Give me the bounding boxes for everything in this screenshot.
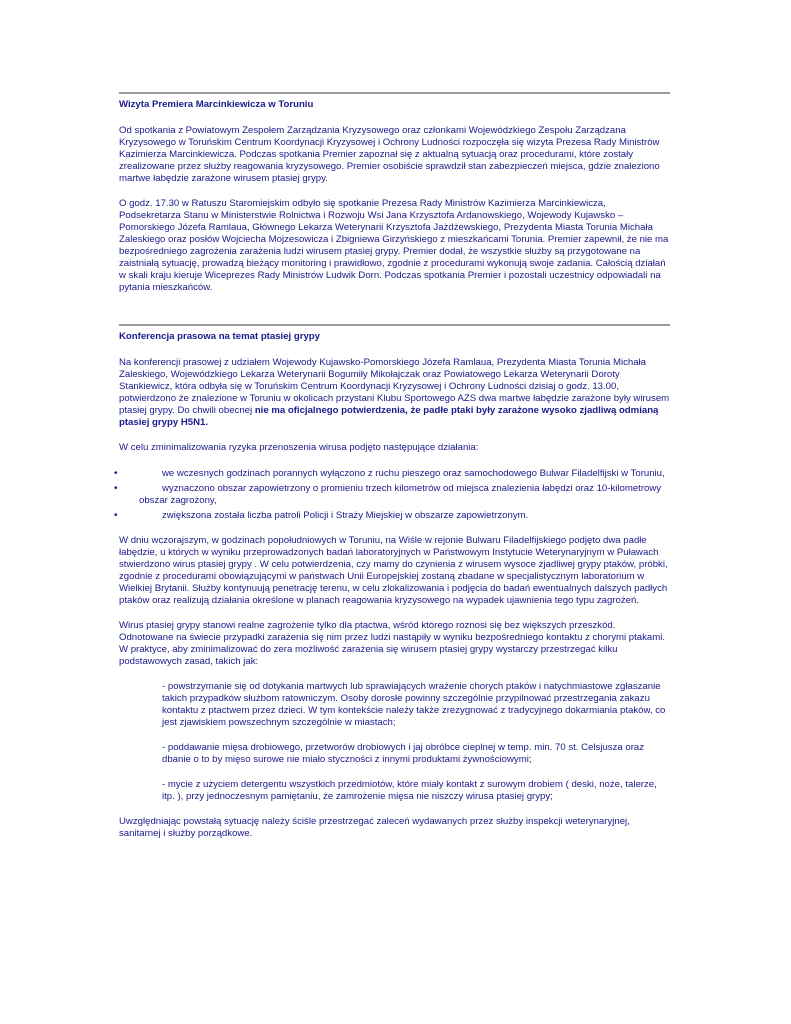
- paragraph: W dniu wczorajszym, w godzinach popołudniowych w Toruniu, na Wiśle w rejonie Bulwaru Filadelfijskiego podjęto dwa padłe łabędzie, u których w wyniku przeprowadzonych badań laboratoryjnych w Państwowym Instytucie Weterynaryjnym w Puławach stwierdzono wirus ptasiej grypy . W celu potwierdzenia, czy mamy do czynienia z wirusem wysoce zjadliwej grypy ptaków, próbki, zgodnie z procedurami obowiązującymi w państwach Unii Europejskiej zostaną zbadane w specjalistycznym laboratorium w Wielkiej Brytanii. Służby kontynuują penetrację terenu, w celu zlokalizowania i podjęcia do badań ewentualnych dalszych padłych ptaków oraz realizują działania określone w planach reagowania kryzysowego na wypadek ujawnienia tego typu zagrożeń.: [119, 535, 668, 606]
- paragraph-text: Na konferencji prasowej z udziałem Wojewody Kujawsko-Pomorskiego Józefa Ramlaua, Prezydenta Miasta Torunia Michała Zaleskiego, Wojewódzkiego Lekarza Weterynarii Bogumiły Mikołajczak oraz Powiatowego Lekarza Weterynarii Doroty Stankiewicz, która odbyła się w Toruńskim Centrum Koordynacji Kryzysowej i Ochrony Ludności dzisiaj o godz. 13.00, potwierdzono że znalezione w Toruniu w okolicach przystani Klubu Sportowego AZS dwa martwe łabędzie zarażone były wirusem ptasiej grypy. Do chwili obecnej: [119, 357, 670, 416]
- list-item: [114, 468, 670, 480]
- bullet-icon: •: [114, 510, 118, 521]
- section-title: Wizyta Premiera Marcinkiewicza w Toruniu: [119, 99, 314, 110]
- paragraph-bold-text: nie ma oficjalnego potwierdzenia, że padłe ptaki były zarażone wysoko zjadliwą odmianą ptasiej grypy H5N1.: [119, 405, 659, 428]
- bullet-list: [114, 468, 670, 522]
- rule-paragraph: - mycie z użyciem detergentu wszystkich przedmiotów, które miały kontakt z surowym drobiem ( deski, noże, talerze, itp. ), przy jednoczesnym pamiętaniu, że zamrożenie mięsa nie niszczy wirusa ptasiej grypy;: [162, 779, 657, 802]
- list-item-text: we wczesnych godzinach porannych wyłączono z ruchu pieszego oraz samochodowego Bulwar Filadelfijski w Toruniu,: [162, 468, 665, 479]
- section-title: Konferencja prasowa na temat ptasiej grypy: [119, 331, 321, 342]
- paragraph: Uwzględniając powstałą sytuację należy ściśle przestrzegać zaleceń wydawanych przez służby inspekcji weterynaryjnej, sanitarnej i służby porządkowe.: [119, 816, 630, 839]
- rule-paragraph: - poddawanie mięsa drobiowego, przetworów drobiowych i jaj obróbce cieplnej w temp. min. 70 st. Celsjusza oraz dbanie o to by mięso surowe nie miało styczności z innymi produktami żywnościowymi;: [162, 742, 645, 765]
- list-item: [114, 483, 670, 507]
- document-page: [114, 92, 670, 840]
- rule-paragraph: - powstrzymanie się od dotykania martwych lub sprawiających wrażenie chorych ptaków i natychmiastowe zgłaszanie takich przypadków służbom ratowniczym. Osoby dorosłe powinny szczególnie przypilnować przestrzegania zakazu kontaktu z ptactwem przez dzieci. W tym kontekście należy także zrezygnować z tradycyjnego dokarmiania ptaków, co jest zjawiskiem powszechnym szczególnie w miastach;: [162, 681, 666, 728]
- paragraph: [119, 357, 670, 429]
- bullet-icon: •: [114, 468, 118, 479]
- list-item-text: zwiększona została liczba patroli Policji i Straży Miejskiej w obszarze zapowietrzonym.: [162, 510, 529, 521]
- paragraph: Wirus ptasiej grypy stanowi realne zagrożenie tylko dla ptactwa, wśród którego roznosi się bez większych przeszkód. Odnotowane na świecie przypadki zarażenia się nim przez ludzi nastąpiły w wyniku bezpośredniego kontaktu z chorymi ptakami. W praktyce, aby zminimalizować do zera możliwość zarażenia się wirusem ptasiej grypy wystarczy przestrzegać kilku podstawowych zasad, takich jak:: [119, 620, 666, 667]
- list-item: [114, 510, 670, 522]
- paragraph: W celu zminimalizowania ryzyka przenoszenia wirusa podjęto następujące działania:: [119, 442, 479, 453]
- section-divider: [119, 92, 670, 94]
- list-item-text: wyznaczono obszar zapowietrzony o promieniu trzech kilometrów od miejsca znalezienia łabędzi oraz 10-kilometrowy obszar zagrożony,: [139, 483, 662, 506]
- paragraph: O godz. 17.30 w Ratuszu Staromiejskim odbyło się spotkanie Prezesa Rady Ministrów Kazimierza Marcinkiewicza, Podsekretarza Stanu w Ministerstwie Rolnictwa i Rozwoju Wsi Jana Krzysztofa Ardanowskiego, Wojewody Kujawsko – Pomorskiego Józefa Ramlaua, Głównego Lekarza Weterynarii Krzysztofa Jażdżewskiego, Prezydenta Miasta Torunia Michała Zaleskiego oraz posłów Wojciecha Mojzesowicza i Zbigniewa Girzyńskiego z mieszkańcami Torunia. Premier zapewnił, że nie ma bezpośredniego zagrożenia zarażenia ludzi wirusem ptasiej grypy. Premier dodał, że wszystkie służby są przygotowane na zaistniałą sytuację, prowadzą bieżący monitoring i prawidłowo, zgodnie z procedurami wykonują swoje zadania. Całością działań w skali kraju kieruje Wiceprezes Rady Ministrów Ludwik Dorn. Podczas spotkania Premier i pozostali uczestnicy odpowiadali na pytania mieszkańców.: [119, 198, 669, 293]
- bullet-icon: •: [114, 483, 118, 494]
- paragraph: Od spotkania z Powiatowym Zespołem Zarządzania Kryzysowego oraz członkami Wojewódzkiego Zespołu Zarządzana Kryzysowego w Toruńskim Centrum Koordynacji Kryzysowej i Ochrony Ludności rozpoczęła się wizyta Prezesa Rady Ministrów Kazimierza Marcinkiewicza. Podczas spotkania Premier zapoznał się z aktualną sytuacją oraz procedurami, które zostały zrealizowane przez służby reagowania kryzysowego. Premier osobiście sprawdził stan zabezpieczeń miejsca, gdzie znaleziono martwe łabędzie zarażone wirusem ptasiej grypy.: [119, 125, 660, 184]
- section-divider: [119, 324, 670, 326]
